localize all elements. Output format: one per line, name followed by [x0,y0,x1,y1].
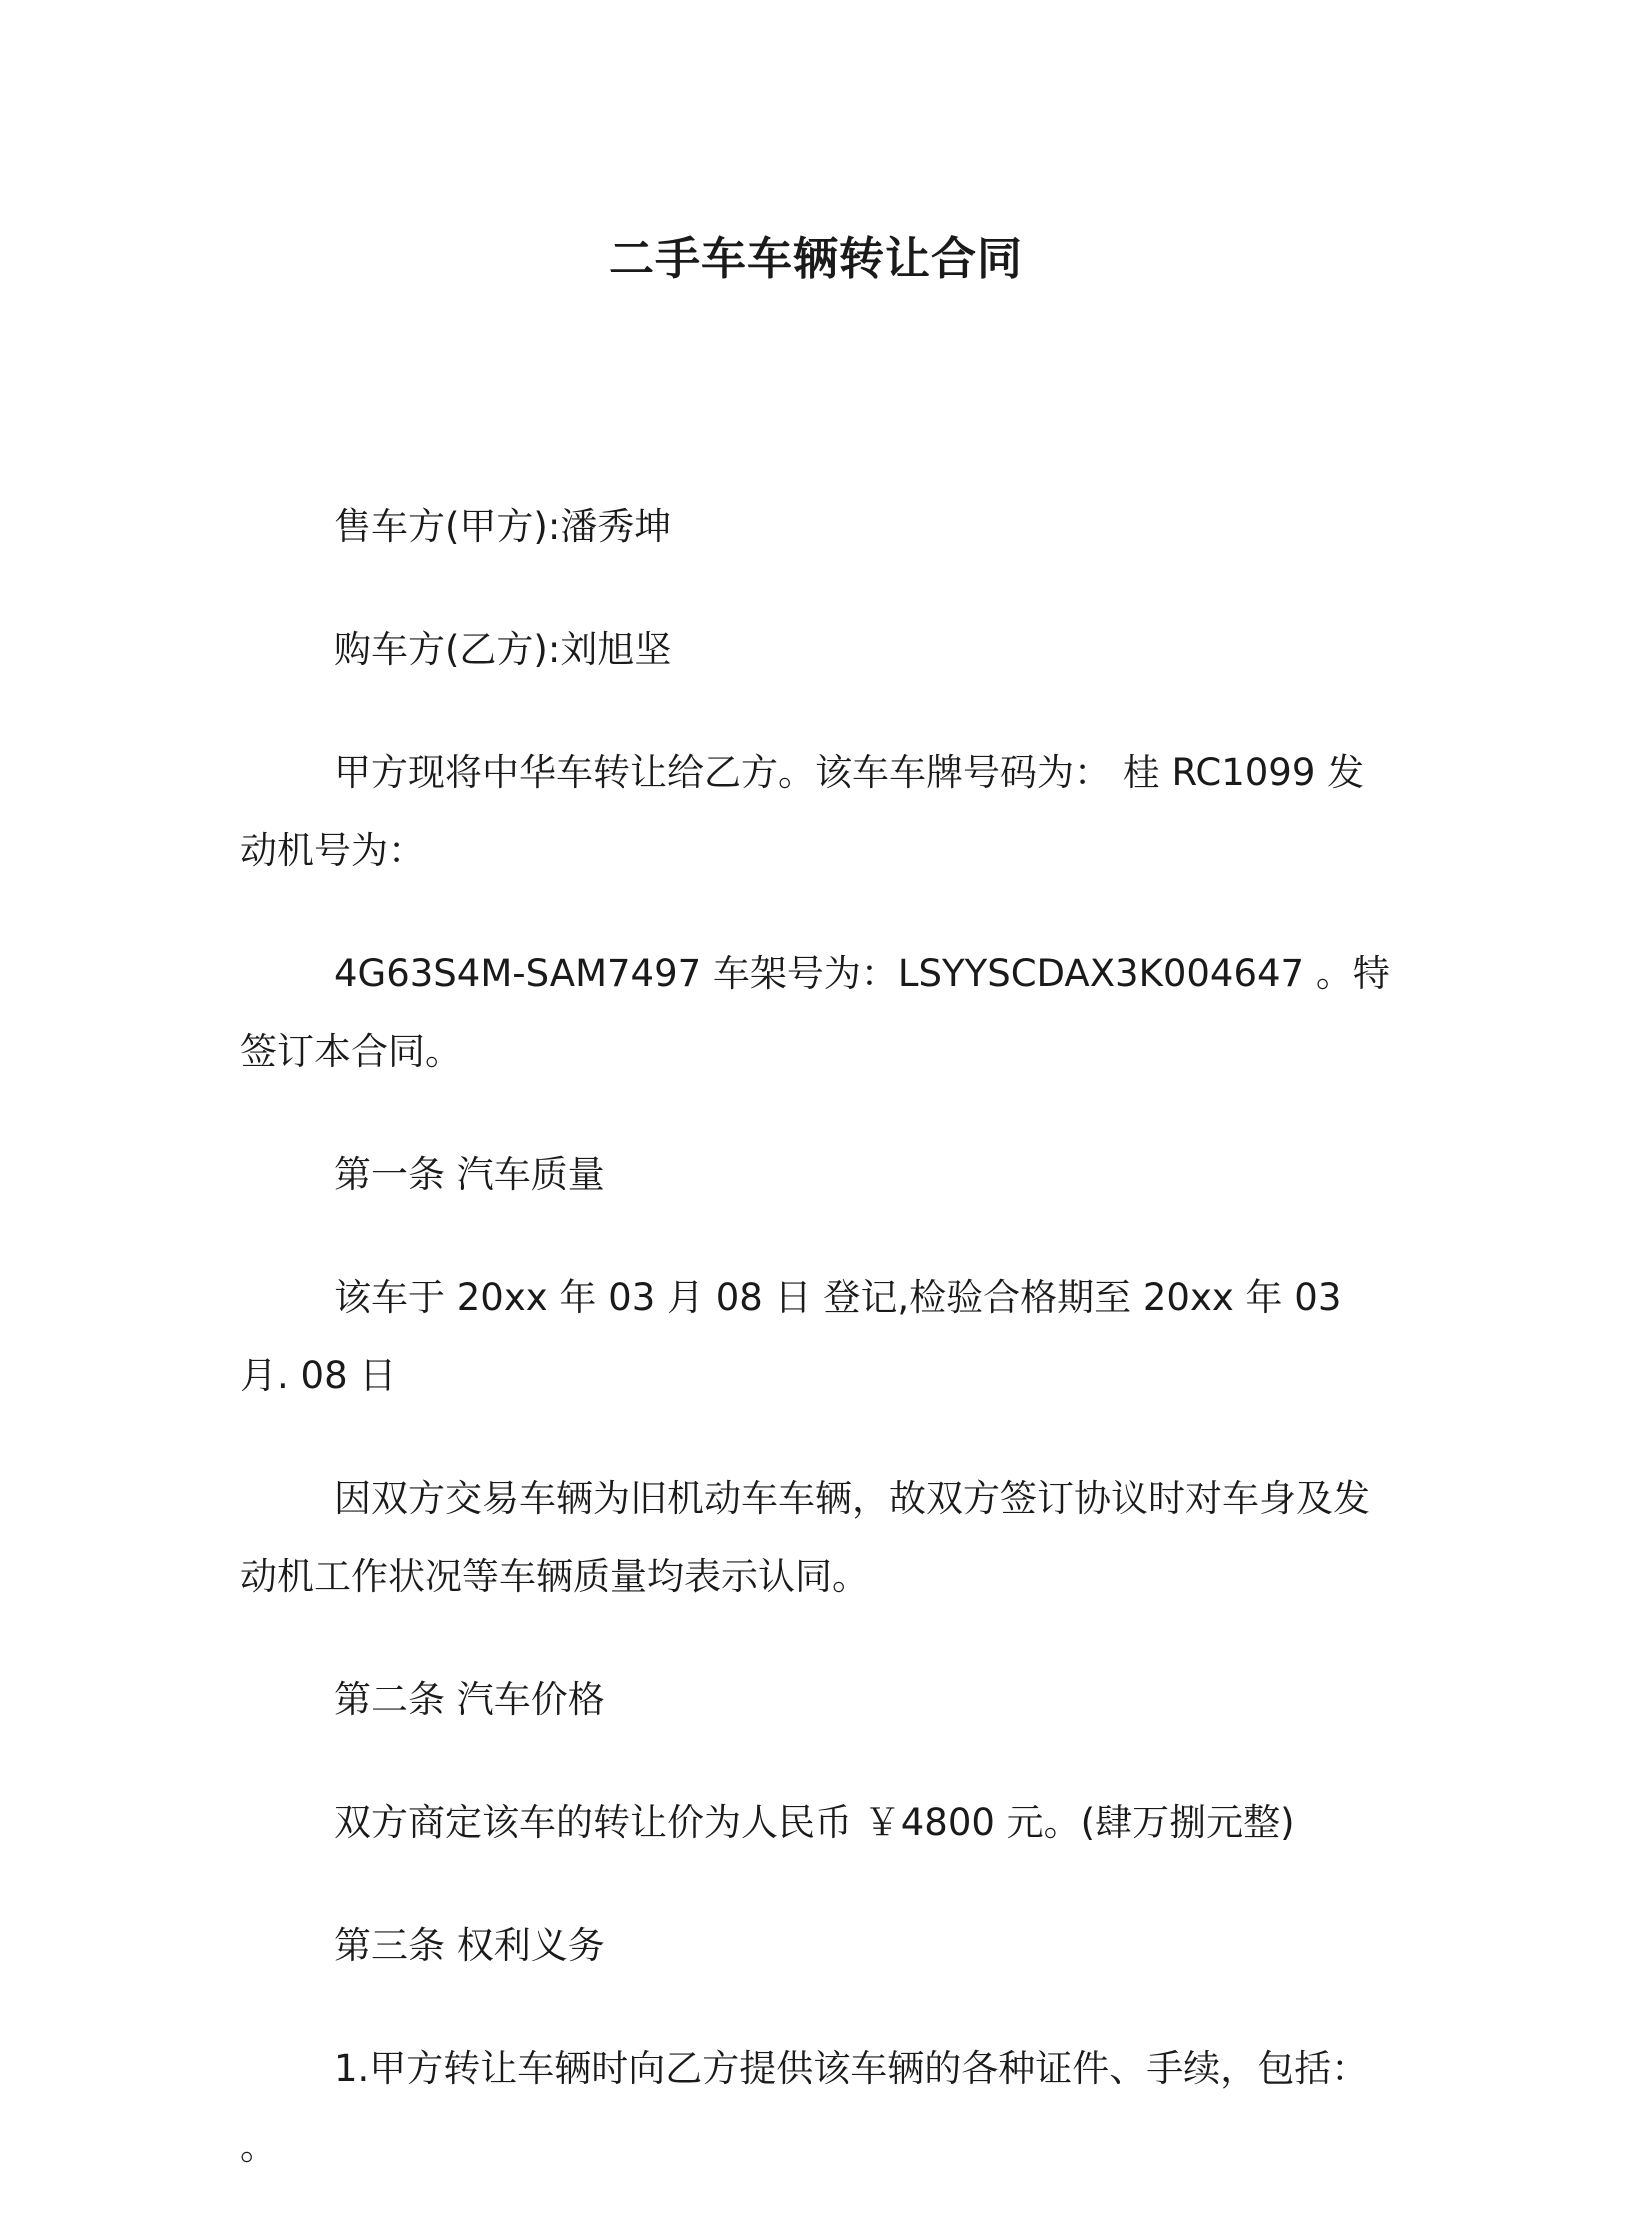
seller-line: 售车方(甲方):潘秀坤 [334,505,672,548]
quality-paragraph: 因双方交易车辆为旧机动车车辆，故双方签订协议时对车身及发动机工作状况等车辆质量均表示认同。 [240,1477,1370,1598]
price-paragraph: 双方商定该车的转让价为人民币 ￥4800 元。(肆万捌元整) [334,1801,1295,1844]
registration-paragraph: 该车于 20xx 年 03 月 08 日 登记,检验合格期至 20xx 年 03 月. 08 日 [240,1276,1342,1397]
obligation-item-1: 1.甲方转让车辆时向乙方提供该车辆的各种证件、手续，包括： 。 [240,2047,1369,2168]
document-title: 二手车车辆转让合同 [608,232,1023,285]
vehicle-intro-paragraph: 甲方现将中华车转让给乙方。该车车牌号码为： 桂 RC1099 发动机号为： [240,751,1365,872]
article-2-heading: 第二条 汽车价格 [334,1678,605,1721]
document-body [240,488,1400,2231]
buyer-line: 购车方(乙方):刘旭坚 [334,628,672,671]
article-1-heading: 第一条 汽车质量 [334,1153,605,1196]
article-3-heading: 第三条 权利义务 [334,1924,605,1967]
engine-frame-paragraph: 4G63S4M-SAM7497 车架号为：LSYYSCDAX3K004647 。特签订本合同。 [240,952,1390,1073]
